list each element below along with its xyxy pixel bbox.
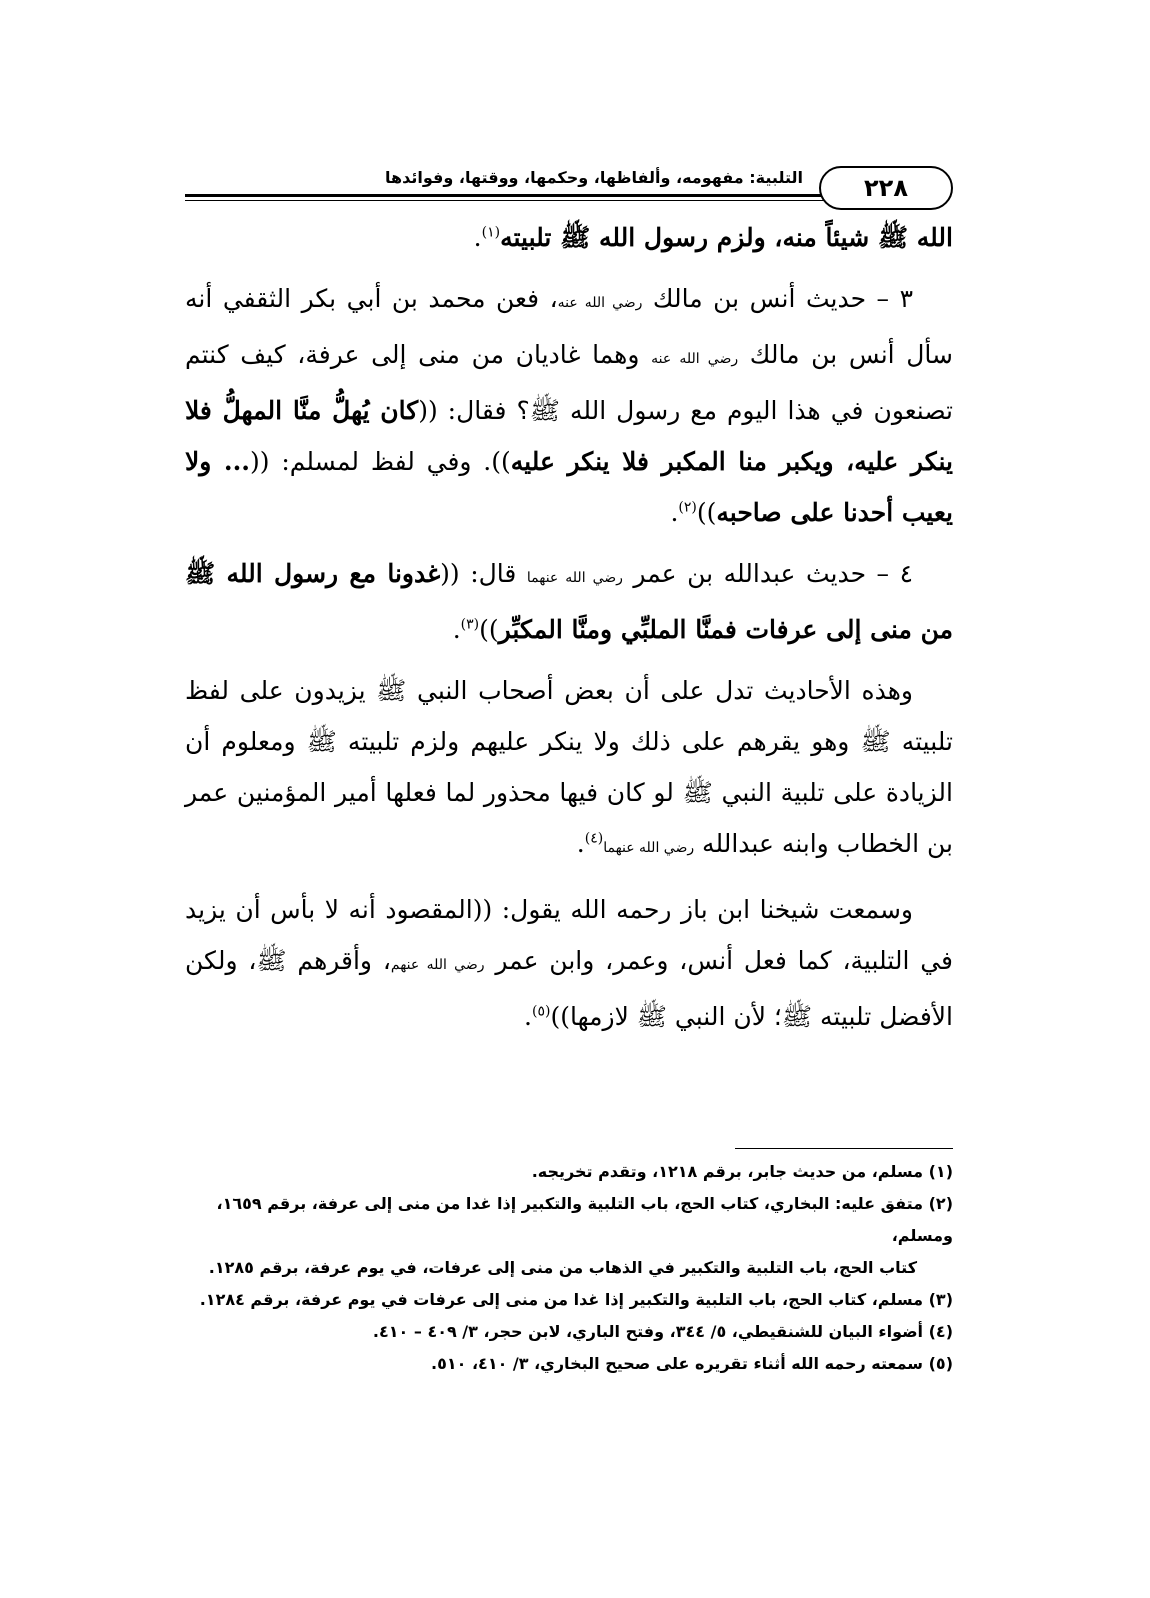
main-text bbox=[185, 212, 953, 1052]
paragraph-hadith-3: ٣ – حديث أنس بن مالك رضي الله عنه، فعن محمد بن أبي بكر الثقفي أنه سأل أنس بن مالك رضي الله عنه وهما غاديان من منى إلى عرفة، كيف كنتم تصنعون في هذا اليوم مع رسول الله ﷺ؟ فقال: ((كان يُهلُّ منَّا المهلُّ فلا ينكر عليه، ويكبر منا المكبر فلا ينكر عليه)). وفي لفظ لمسلم: ((... ولا يعيب أحدنا على صاحبه))$^{(٢)}$. bbox=[185, 284, 954, 527]
running-title: التلبية: مفهومه، وألفاظها، وحكمها، ووقتها، وفوائدها bbox=[385, 168, 803, 187]
paragraph-ibn-baz: وسمعت شيخنا ابن باز رحمه الله يقول: ((المقصود أنه لا بأس أن يزيد في التلبية، كما فعل أنس، وعمر، وابن عمر رضي الله عنهم، وأقرهم ﷺ، ولكن الأفضل تلبيته ﷺ؛ لأن النبي ﷺ لازمها))$^{(٥)}$. bbox=[185, 895, 954, 1031]
honorific: رضي الله عنه bbox=[651, 351, 739, 367]
honorific: رضي الله عنهما bbox=[603, 840, 695, 856]
footnote-separator bbox=[735, 1148, 953, 1149]
footnote-ref-4[interactable]: (٤) bbox=[584, 830, 604, 847]
paragraph-1: الله ﷺ شيئاً منه، ولزم رسول الله ﷺ تلبيته$^{(١)}$. bbox=[473, 223, 953, 252]
footnote-ref-1[interactable]: (١) bbox=[481, 224, 501, 241]
footnote-5: (٥) سمعته رحمه الله أثناء تقريره على صحيح البخاري، ٣/ ٤١٠، ٥١٠. bbox=[431, 1354, 953, 1373]
honorific: رضي الله عنهما bbox=[526, 570, 623, 586]
footnote-ref-2[interactable]: (٢) bbox=[678, 499, 697, 516]
hadith-quote: كان يُهلُّ منَّا المهلُّ فلا ينكر عليه، ويكبر منا المكبر فلا ينكر عليه bbox=[185, 396, 954, 476]
page-header bbox=[185, 160, 953, 206]
footnote-3: (٣) مسلم، كتاب الحج، باب التلبية والتكبير إذا غدا من منى إلى عرفات في يوم عرفة، برقم ١٢٨٤. bbox=[199, 1290, 953, 1309]
header-rule-thin bbox=[185, 200, 825, 201]
footnote-4: (٤) أضواء البيان للشنقيطي، ٥/ ٣٤٤، وفتح الباري، لابن حجر، ٣/ ٤٠٩ – ٤١٠. bbox=[372, 1322, 953, 1341]
footnote-2-continued: كتاب الحج، باب التلبية والتكبير في الذهاب من منى إلى عرفات، في يوم عرفة، برقم ١٢٨٥. bbox=[208, 1258, 917, 1277]
honorific: رضي الله عنهم bbox=[390, 957, 485, 973]
honorific: رضي الله عنه bbox=[557, 295, 643, 311]
hadith-quote: غدونا مع رسول الله ﷺ من منى إلى عرفات فمنَّا الملبِّي ومنَّا المكبِّر bbox=[185, 559, 953, 644]
paragraph-commentary: وهذه الأحاديث تدل على أن بعض أصحاب النبي ﷺ يزيدون على لفظ تلبيته ﷺ وهو يقرهم على ذلك ولا ينكر عليهم ولزم تلبيته ﷺ ومعلوم أن الزيادة على تلبية النبي ﷺ لو كان فيها محذور لما فعلها أمير المؤمنين عمر بن الخطاب وابنه عبدالله رضي الله عنهما$^{(٤)}$. bbox=[185, 676, 953, 858]
paragraph-hadith-4: ٤ – حديث عبدالله بن عمر رضي الله عنهما قال: ((غدونا مع رسول الله ﷺ من منى إلى عرفات فمنَّا الملبِّي ومنَّا المكبِّر))$^{(٣)}$. bbox=[185, 559, 953, 644]
header-rule bbox=[185, 194, 825, 197]
page-number: ٢٢٨ bbox=[819, 166, 953, 210]
footnote-2: (٢) متفق عليه: البخاري، كتاب الحج، باب التلبية والتكبير إذا غدا من منى إلى عرفة، برقم ١٦٥٩، ومسلم، bbox=[216, 1194, 953, 1245]
footnote-1: (١) مسلم، من حديث جابر، برقم ١٢١٨، وتقدم تخريجه. bbox=[531, 1162, 953, 1181]
footnotes bbox=[185, 1156, 953, 1380]
footnote-ref-5[interactable]: (٥) bbox=[531, 1003, 551, 1020]
footnote-ref-3[interactable]: (٣) bbox=[460, 616, 480, 633]
hadith-quote: ... ولا يعيب أحدنا على صاحبه bbox=[185, 447, 953, 527]
